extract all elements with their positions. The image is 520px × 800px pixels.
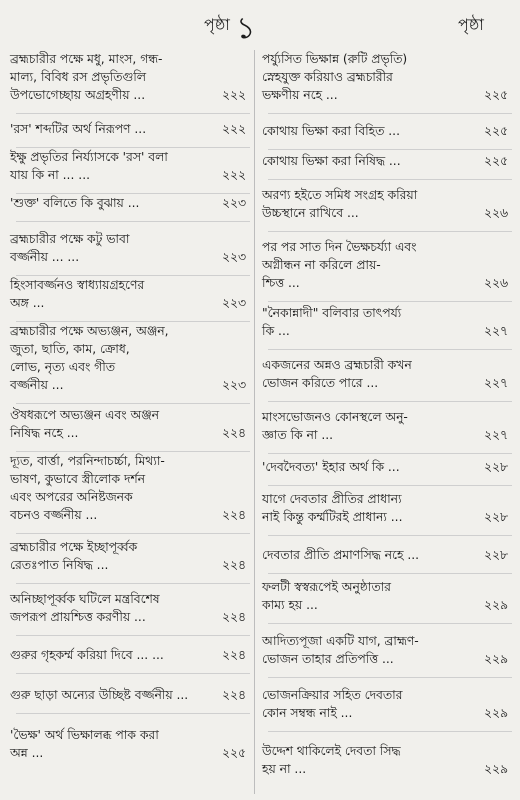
entry-text: গুরুর গৃহকর্ম্ম করিয়া দিবে ... ...	[10, 648, 164, 662]
entry-text: আদিত্যপূজা একটি যাগ, ব্রাহ্মণ- ভোজন তাহার প্রতিপত্তি ...	[262, 634, 419, 666]
index-entry	[262, 632, 512, 668]
entry-text: ইক্ষু প্রভৃতির নির্য্যাসকে 'রস' বলা যায় কি না ... ...	[10, 150, 168, 182]
index-entry	[10, 50, 250, 104]
entry-text: কোথায় ভিক্ষা করা বিহিত ...	[262, 124, 401, 138]
entry-page: ২২৪	[222, 558, 246, 572]
entry-text: দেবতার প্রীতি প্রমাণসিদ্ধ নহে ...	[262, 548, 420, 562]
index-entry	[262, 686, 512, 722]
entry-page: ২২৫	[484, 88, 508, 102]
entry-text: "নৈকান্নাদী" বলিবার তাৎপর্য্য কি ...	[262, 306, 402, 338]
index-entry	[10, 538, 250, 574]
entry-page: ২২৮	[484, 460, 508, 474]
entry-text: 'রস' শব্দটির অর্থ নিরূপণ ...	[10, 122, 147, 136]
entry-page: ২২৭	[484, 376, 508, 390]
page-header	[0, 8, 520, 48]
entry-text: একজনের অন্নও ব্রহ্মচারী কখন ভোজন করিতে পারে ...	[262, 358, 412, 390]
index-entry	[10, 452, 250, 524]
index-entry	[262, 186, 512, 222]
entry-page: ২২৪	[222, 648, 246, 662]
index-entry	[10, 686, 250, 704]
entry-text: দ্যূত, বার্ত্তা, পরনিন্দাচর্চ্চা, মিথ্যা- ভাষণ, কুভাবে স্ত্রীলোক দর্শন এবং অপরের অনিষ্টজনক বচনও বর্জ্জনীয় ...	[10, 454, 165, 522]
entry-page: ২২৪	[222, 508, 246, 522]
page-label-right: পৃষ্ঠা	[458, 15, 484, 34]
index-entry	[262, 50, 512, 104]
index-entry	[10, 276, 250, 312]
entry-text: পর পর সাত দিন ভৈক্ষচর্য্যা এবং অগ্নীন্ধন না করিলে প্রায়- শ্চিত্ত ...	[262, 240, 417, 290]
entry-text: ব্রহ্মচারীর পক্ষে কটু ভাবা বর্জ্জনীয় ... ...	[10, 232, 130, 264]
page-label-left: পৃষ্ঠা	[204, 15, 230, 34]
index-entry	[262, 408, 512, 444]
index-entry	[10, 406, 250, 442]
entry-text: পর্য্যুসিত ভিক্ষান্ন (রুটি প্রভৃতি) স্নেহযুক্ত করিয়াও ব্রহ্মচারীর ভক্ষণীয় নহে ...	[262, 52, 408, 102]
entry-text: 'ভৈক্ষ' অর্থ ভিক্ষালব্ধ পাক করা অন্ন ...	[10, 728, 159, 760]
entry-text: ঔষধরূপে অভ্যঞ্জন এবং অঞ্জন নিষিদ্ধ নহে ...	[10, 408, 159, 440]
index-entry	[10, 590, 250, 626]
entry-text: ব্রহ্মচারীর পক্ষে মধু, মাংস, গন্ধ- মাল্য, বিবিধ রস প্রভৃতিগুলি উপভোগেচ্ছায় অগ্রহণীয় ...	[10, 52, 163, 102]
index-entry	[10, 322, 250, 394]
entry-page: ২২৩	[222, 378, 246, 392]
entry-text: অরণ্য হইতে সমিধ সংগ্রহ করিয়া উচ্চস্থানে রাখিবে ...	[262, 188, 418, 220]
right-column	[262, 50, 512, 794]
index-entry	[262, 458, 512, 476]
entry-page: ২২৯	[484, 652, 508, 666]
index-entry	[262, 122, 512, 140]
entry-page: ২২৫	[222, 746, 246, 760]
entry-page: ২২২	[222, 88, 246, 102]
index-entry	[262, 238, 512, 292]
left-column	[10, 50, 250, 794]
entry-text: যাগে দেবতার প্রীতির প্রাধান্য নাই কিন্তু কর্ম্মটিরই প্রাধান্য ...	[262, 492, 403, 524]
entry-page: ২২৮	[484, 510, 508, 524]
column-divider	[254, 50, 255, 794]
entry-text: ভোজনক্রিয়ার সহিত দেবতার কোন সম্বন্ধ নাই ...	[262, 688, 403, 720]
entry-page: ২২৩	[222, 250, 246, 264]
entry-page: ২২৫	[484, 124, 508, 138]
entry-page: ২২৯	[484, 762, 508, 776]
index-entry	[10, 726, 250, 762]
index-entry	[262, 742, 512, 778]
entry-text: গুরু ছাড়া অন্যের উচ্ছিষ্ট বর্জ্জনীয় ...	[10, 688, 189, 702]
entry-text: কোথায় ভিক্ষা করা নিষিদ্ধ ...	[262, 154, 401, 168]
entry-page: ২২২	[222, 168, 246, 182]
entry-page: ২২৯	[484, 598, 508, 612]
entry-text: ব্রহ্মচারীর পক্ষে ইচ্ছাপূর্ব্বক রেতঃপাত নিষিদ্ধ ...	[10, 540, 138, 572]
entry-page: ২২৪	[222, 688, 246, 702]
index-entry	[10, 646, 250, 664]
entry-text: হিংসাবর্জ্জনও স্বাধ্যায়গ্রহণের অঙ্গ ...	[10, 278, 145, 310]
entry-text: 'দেবদৈবত্য' ইহার অর্থ কি ...	[262, 460, 400, 474]
index-entry	[262, 546, 512, 564]
index-entry	[262, 356, 512, 392]
entry-page: ২২৬	[484, 276, 508, 290]
entry-page: ২২৭	[484, 324, 508, 338]
entry-page: ২২৯	[484, 706, 508, 720]
entry-text: ফলটী স্বস্বরূপেই অনুষ্ঠাতার কাম্য হয় ...	[262, 580, 391, 612]
index-entry	[10, 194, 250, 212]
entry-page: ২২৫	[484, 154, 508, 168]
index-entry	[262, 304, 512, 340]
entry-page: ২২২	[222, 122, 246, 136]
entry-text: 'শুক্ত' বলিতে কি বুঝায় ...	[10, 196, 140, 210]
entry-page: ২২৮	[484, 548, 508, 562]
index-entry	[10, 230, 250, 266]
index-entry	[10, 148, 250, 184]
entry-page: ২২৩	[222, 296, 246, 310]
entry-page: ২২৬	[484, 206, 508, 220]
entry-text: মাংসভোজনও কোনস্থলে অনু- জ্ঞাত কি না ...	[262, 410, 408, 442]
index-entry	[10, 120, 250, 138]
index-entry	[262, 490, 512, 526]
entry-text: অনিচ্ছাপূর্ব্বক ঘটিলে মন্ত্রবিশেষ জপরূপ প্রায়শ্চিত্ত করণীয় ...	[10, 592, 160, 624]
entry-page: ২২৩	[222, 196, 246, 210]
entry-page: ২২৪	[222, 426, 246, 440]
index-entry	[262, 578, 512, 614]
entry-page: ২২৪	[222, 610, 246, 624]
entry-text: উদ্দেশ থাকিলেই দেবতা সিদ্ধ হয় না ...	[262, 744, 401, 776]
page-number: ১	[236, 11, 256, 46]
entry-page: ২২৭	[484, 428, 508, 442]
entry-text: ব্রহ্মচারীর পক্ষে অভ্যঞ্জন, অঞ্জন, জুতা, ছাতি, কাম, ক্রোধ, লোভ, নৃত্য এবং গীত বর্জ্জনীয় ...	[10, 324, 169, 392]
index-entry	[262, 152, 512, 170]
